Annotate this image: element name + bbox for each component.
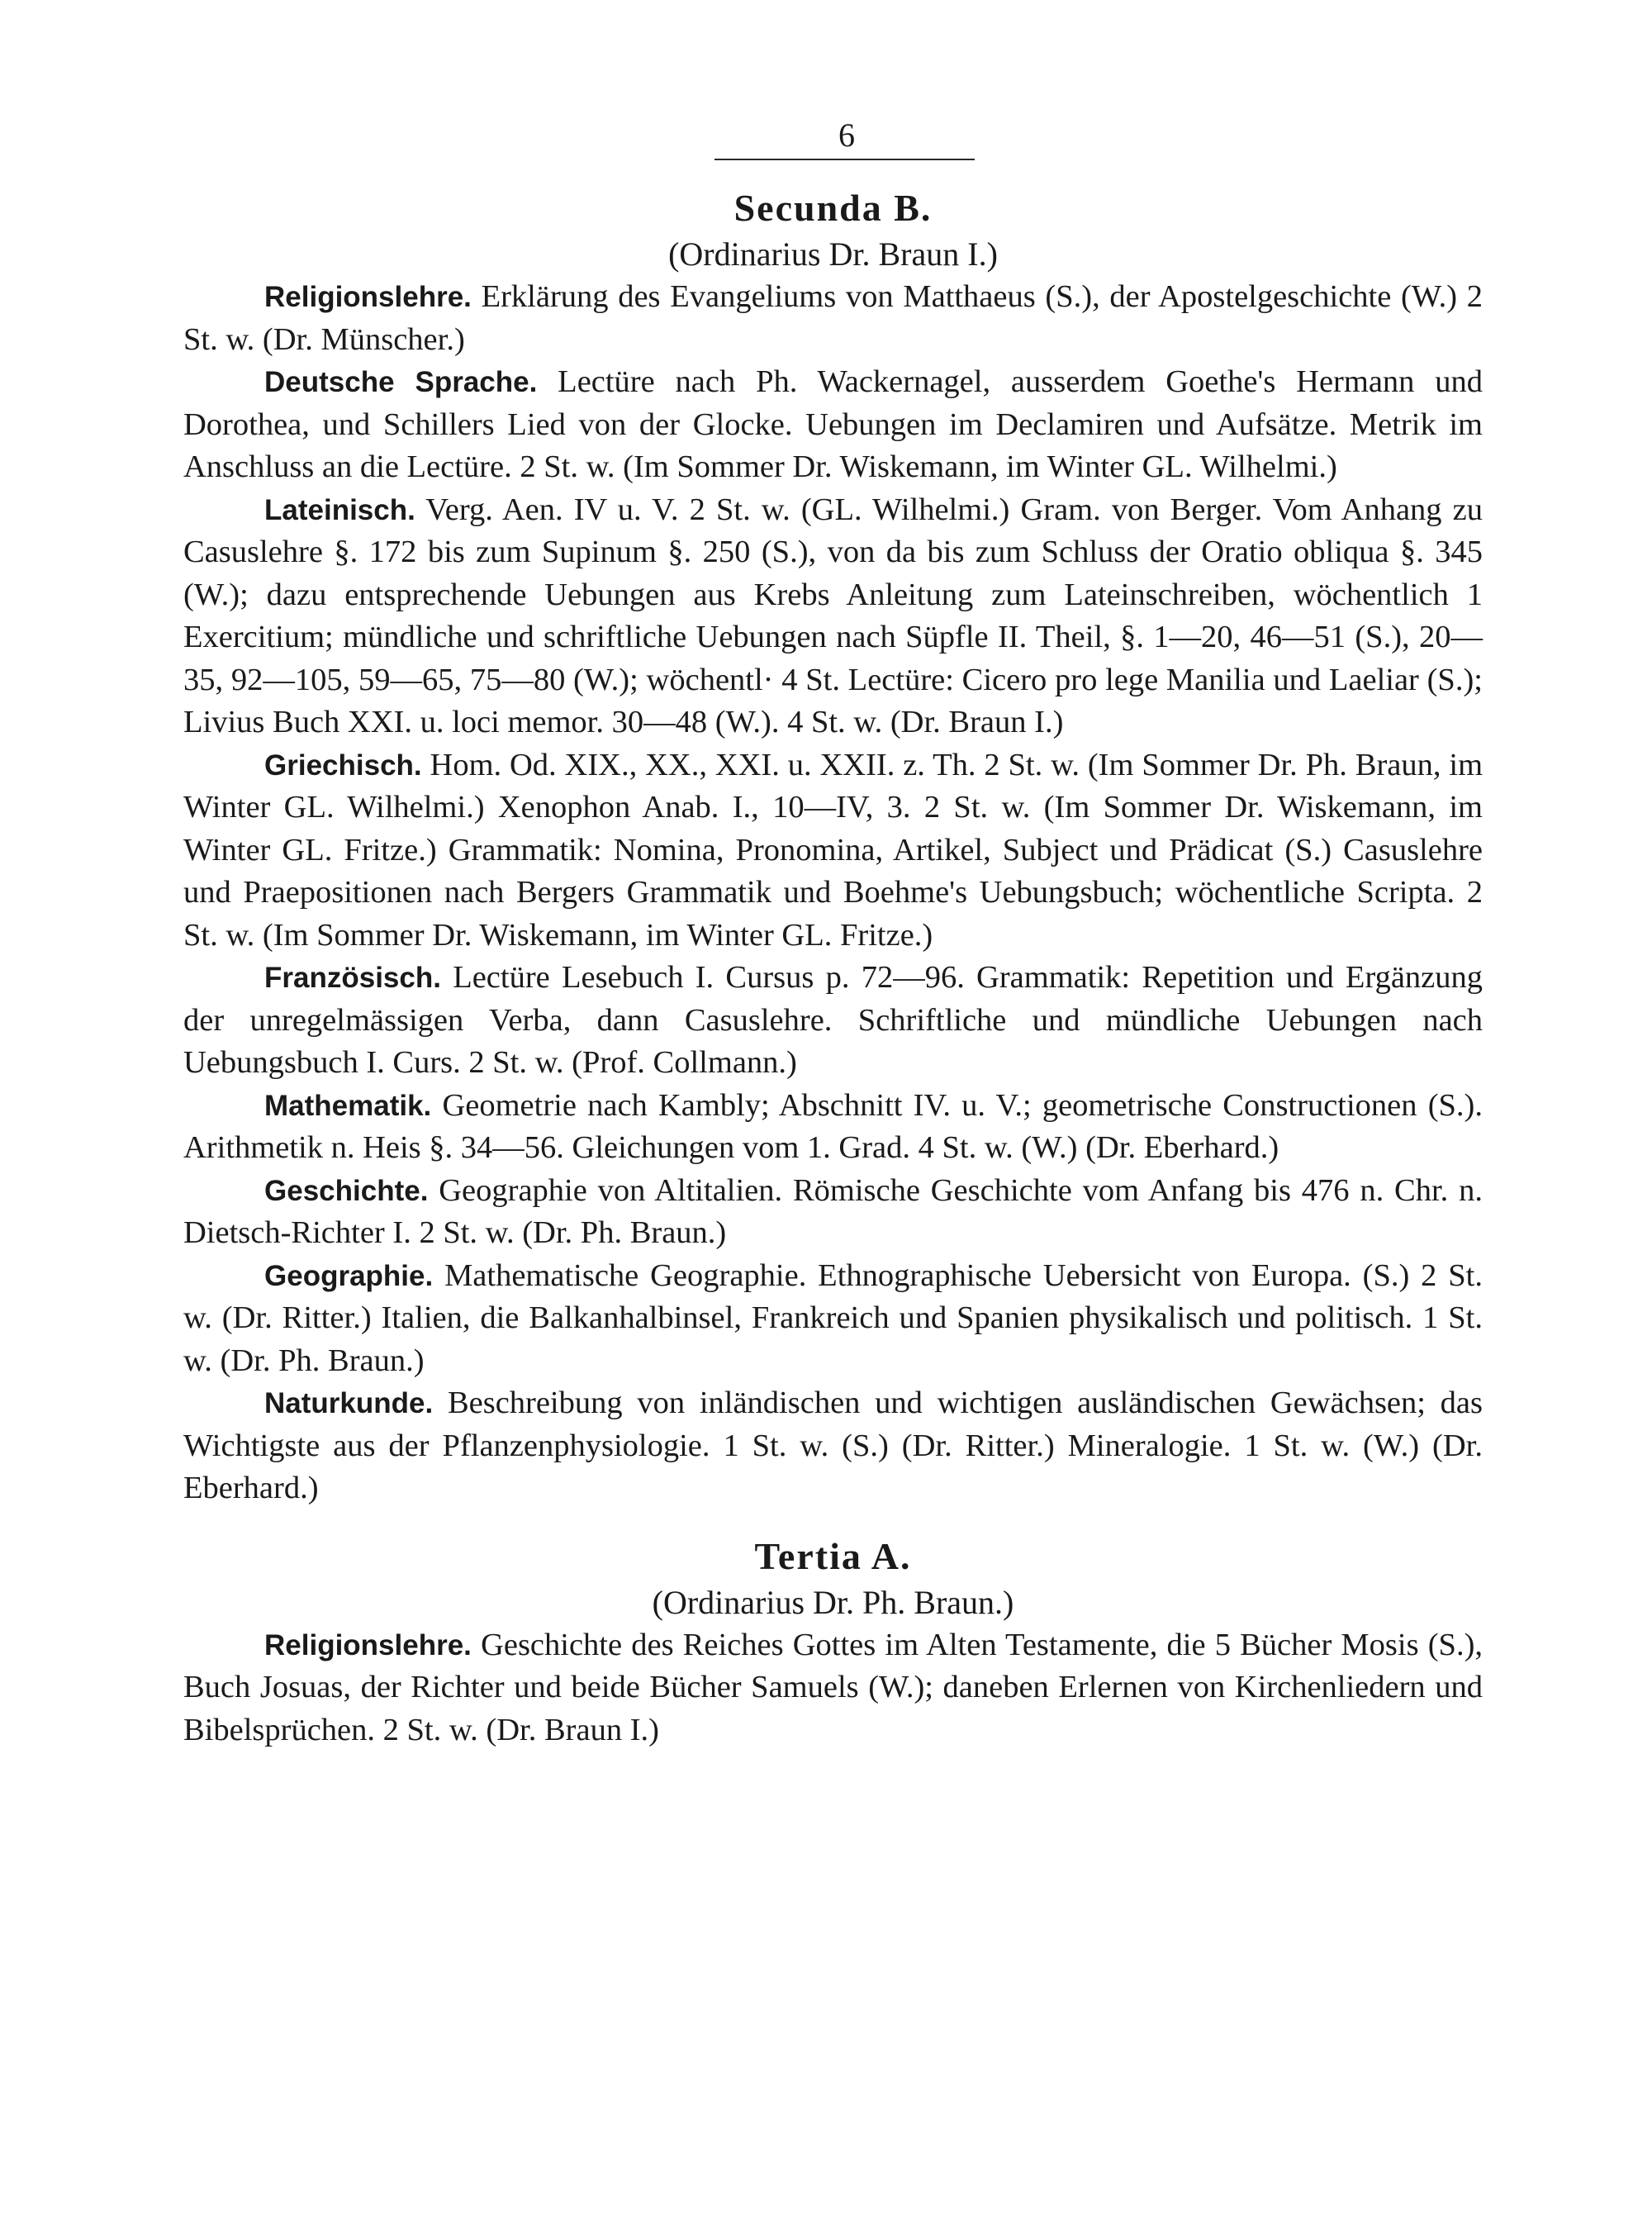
- subject-label: Französisch.: [264, 962, 441, 994]
- paragraph-text: Hom. Od. XIX., XX., XXI. u. XXII. z. Th. 2 St. w. (Im Sommer Dr. Ph. Braun, im Winter GL. Wilhelmi.) Xenophon Anab. I., 10—IV, 3. 2 St. w. (Im Sommer Dr. Wiskemann, im Winter GL. Fritze.) Grammatik: Nomina, Pronomina, Artikel, Subject und Prädicat (S.) Casuslehre und Praepositionen nach Bergers Grammatik und Boehme's Uebungsbuch; wöchentliche Scripta. 2 St. w. (Im Sommer Dr. Wiskemann, im Winter GL. Fritze.): [183, 747, 1483, 953]
- section-gap: [183, 1510, 1483, 1532]
- section-secunda-b: [183, 183, 1483, 1510]
- paragraph-geschichte: [183, 1170, 1483, 1255]
- page-content: [183, 183, 1483, 1752]
- paragraph-text: Lectüre nach Ph. Wackernagel, ausserdem Goethe's Hermann und Dorothea, und Schillers Lied von der Glocke. Uebungen im Declamiren und Aufsätze. Metrik im Anschluss an die Lectüre. 2 St. w. (Im Sommer Dr. Wiskemann, im Winter GL. Wilhelmi.): [183, 364, 1483, 484]
- paragraph-text: Verg. Aen. IV u. V. 2 St. w. (GL. Wilhelmi.) Gram. von Berger. Vom Anhang zu Casuslehre §. 172 bis zum Supinum §. 250 (S.), von da bis zum Schluss der Oratio obliqua §. 345 (W.); dazu entsprechende Uebungen aus Krebs Anleitung zum Lateinschreiben, wöchentlich 1 Exercitium; mündliche und schriftliche Uebungen nach Süpfle II. Theil, §. 1—20, 46—51 (S.), 20—35, 92—105, 59—65, 75—80 (W.); wöchentl· 4 St. Lectüre: Cicero pro lege Manilia und Laeliar (S.); Livius Buch XXI. u. loci memor. 30—48 (W.). 4 St. w. (Dr. Braun I.): [183, 492, 1483, 739]
- section-heading: Secunda B.: [733, 187, 933, 229]
- paragraph-deutsche-sprache: [183, 361, 1483, 489]
- section-ordinarius: (Ordinarius Dr. Braun I.): [668, 235, 998, 273]
- subject-label: Mathematik.: [264, 1089, 432, 1122]
- paragraph-text: Lectüre Lesebuch I. Cursus p. 72—96. Grammatik: Repetition und Ergänzung der unregelmässigen Verba, dann Casuslehre. Schriftliche und mündliche Uebungen nach Uebungsbuch I. Curs. 2 St. w. (Prof. Collmann.): [183, 960, 1483, 1080]
- paragraph-text: Geschichte des Reiches Gottes im Alten Testamente, die 5 Bücher Mosis (S.), Buch Josuas, der Richter und beide Bücher Samuels (W.); daneben Erlernen von Kirchenliedern und Bibelsprüchen. 2 St. w. (Dr. Braun I.): [183, 1627, 1483, 1747]
- subject-label: Lateinisch.: [264, 493, 415, 526]
- section-heading: Tertia A.: [754, 1534, 912, 1577]
- paragraph-religionslehre: [183, 276, 1483, 361]
- paragraph-text: Beschreibung von inländischen und wichtigen ausländischen Gewächsen; das Wichtigste aus der Pflanzenphysiologie. 1 St. w. (S.) (Dr. Ritter.) Mineralogie. 1 St. w. (W.) (Dr. Eberhard.): [183, 1386, 1483, 1505]
- paragraph-text: Erklärung des Evangeliums von Matthaeus (S.), der Apostelgeschichte (W.) 2 St. w. (Dr. Münscher.): [183, 279, 1483, 357]
- subject-label: Griechisch.: [264, 749, 422, 782]
- paragraph-mathematik: [183, 1085, 1483, 1170]
- paragraph-text: Mathematische Geographie. Ethnographische Uebersicht von Europa. (S.) 2 St. w. (Dr. Ritter.) Italien, die Balkanhalbinsel, Frankreich und Spanien physikalisch und politisch. 1 St. w. (Dr. Ph. Braun.): [183, 1257, 1483, 1378]
- paragraph-religionslehre: [183, 1624, 1483, 1752]
- subject-label: Geschichte.: [264, 1174, 429, 1207]
- paragraph-text: Geographie von Altitalien. Römische Geschichte vom Anfang bis 476 n. Chr. n. Dietsch-Richter I. 2 St. w. (Dr. Ph. Braun.): [183, 1172, 1483, 1250]
- page-number: 6: [838, 116, 855, 154]
- subject-label: Geographie.: [264, 1259, 434, 1292]
- paragraph-griechisch: [183, 744, 1483, 958]
- paragraph-franzoesisch: [183, 957, 1483, 1085]
- paragraph-lateinisch: [183, 489, 1483, 744]
- section-tertia-a: [183, 1532, 1483, 1752]
- subject-label: Religionslehre.: [264, 1628, 472, 1661]
- subject-label: Deutsche Sprache.: [264, 366, 538, 398]
- paragraph-naturkunde: [183, 1382, 1483, 1510]
- paragraph-geographie: [183, 1255, 1483, 1383]
- subject-label: Religionslehre.: [264, 281, 472, 313]
- section-ordinarius: (Ordinarius Dr. Ph. Braun.): [652, 1583, 1014, 1621]
- paragraph-text: Geometrie nach Kambly; Abschnitt IV. u. V.; geometrische Constructionen (S.). Arithmetik n. Heis §. 34—56. Gleichungen vom 1. Grad. 4 St. w. (W.) (Dr. Eberhard.): [183, 1087, 1483, 1165]
- header-rule: [714, 159, 975, 160]
- subject-label: Naturkunde.: [264, 1387, 434, 1419]
